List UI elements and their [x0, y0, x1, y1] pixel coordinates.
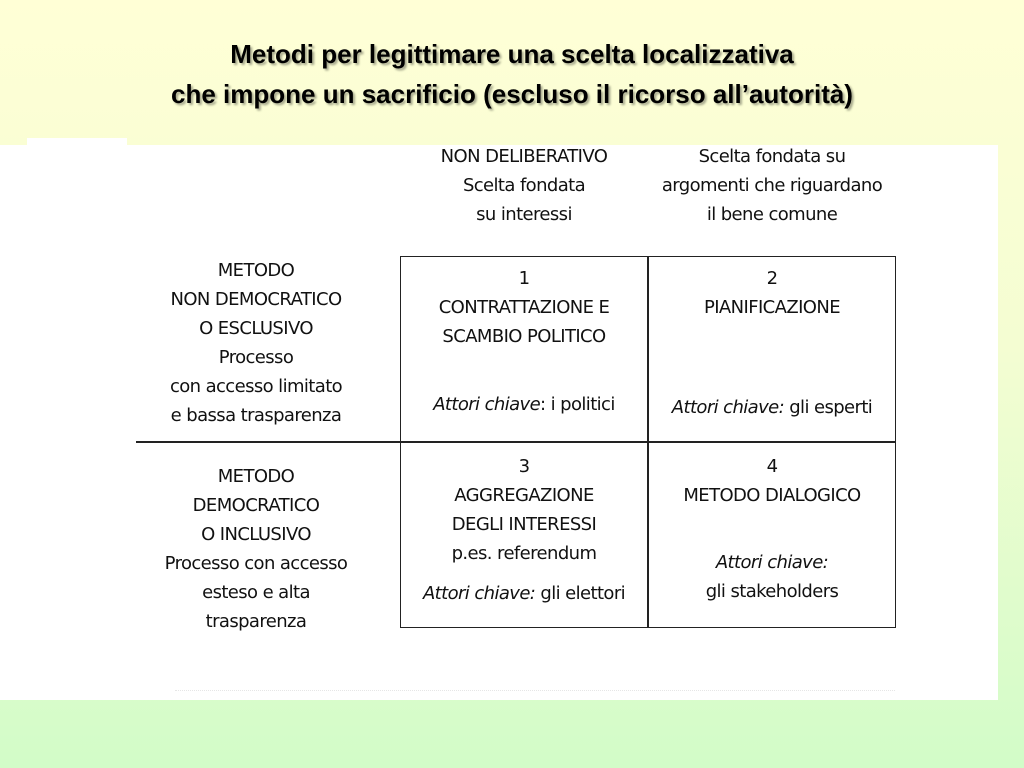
quadrant-title-line: SCAMBIO POLITICO — [442, 326, 606, 347]
quadrant-number: 2 — [766, 268, 778, 289]
column-header-line: argomenti che riguardano — [661, 175, 883, 196]
column-header-line: su interessi — [476, 204, 572, 225]
row-header-line: trasparenza — [205, 611, 307, 632]
grid-horizontal-divider — [136, 441, 896, 443]
row-header-non-democratic — [136, 256, 376, 430]
slide-title-line-2: che impone un sacrificio (escluso il ricorso all’autorità) — [171, 79, 853, 109]
row-header-line: O INCLUSIVO — [201, 524, 311, 545]
quadrant-title-line: DEGLI INTERESSI — [451, 514, 597, 535]
quadrant-example: p.es. referendum — [451, 543, 597, 564]
quadrant-title-line: AGGREGAZIONE — [454, 485, 594, 506]
row-header-line: O ESCLUSIVO — [199, 318, 313, 339]
quadrant-number: 1 — [518, 268, 530, 289]
key-actors-label: Attori chiave: — [715, 552, 829, 573]
quadrant-number: 4 — [766, 456, 778, 477]
row-header-line: METODO — [217, 466, 295, 487]
key-actors-label: Attori chiave: — [422, 583, 536, 604]
quadrant-cell-1 — [400, 264, 648, 440]
slide-title — [0, 34, 1024, 114]
row-header-line: Processo — [218, 347, 294, 368]
key-actors-value: gli stakeholders — [705, 581, 839, 602]
column-header-non-deliberative — [400, 142, 648, 229]
column-header-common-good — [648, 142, 896, 229]
key-actors — [400, 390, 648, 419]
column-header-line: NON DELIBERATIVO — [440, 146, 608, 167]
key-actors — [648, 548, 896, 577]
row-header-line: e bassa trasparenza — [170, 405, 342, 426]
key-actors-value: gli esperti — [784, 397, 873, 418]
quadrant-cell-4 — [648, 452, 896, 626]
row-header-line: con accesso limitato — [169, 376, 343, 397]
key-actors-label: Attori chiave — [433, 394, 541, 415]
row-header-line: Processo con accesso — [164, 553, 348, 574]
slide-title-line-1: Metodi per legittimare una scelta localizzativa — [230, 39, 794, 69]
row-header-line: esteso e alta — [202, 582, 310, 603]
quadrant-title-line: METODO DIALOGICO — [683, 485, 861, 506]
row-header-line: DEMOCRATICO — [192, 495, 320, 516]
row-header-line: METODO — [217, 260, 295, 281]
quadrant-cell-3 — [400, 452, 648, 626]
key-actors-label: Attori chiave: — [671, 397, 785, 418]
quadrant-cell-2 — [648, 264, 896, 440]
quadrant-title-line: PIANIFICAZIONE — [703, 297, 841, 318]
key-actors — [648, 393, 896, 422]
column-header-line: il bene comune — [706, 204, 838, 225]
quadrant-number: 3 — [518, 456, 530, 477]
key-actors — [400, 579, 648, 608]
key-actors-value: gli elettori — [535, 583, 626, 604]
row-header-line: NON DEMOCRATICO — [170, 289, 342, 310]
column-header-line: Scelta fondata su — [698, 146, 846, 167]
column-header-line: Scelta fondata — [462, 175, 586, 196]
quadrant-title-line: CONTRATTAZIONE E — [438, 297, 610, 318]
row-header-democratic — [136, 462, 376, 636]
faint-divider — [175, 690, 895, 697]
key-actors-value: : i politici — [540, 394, 615, 415]
